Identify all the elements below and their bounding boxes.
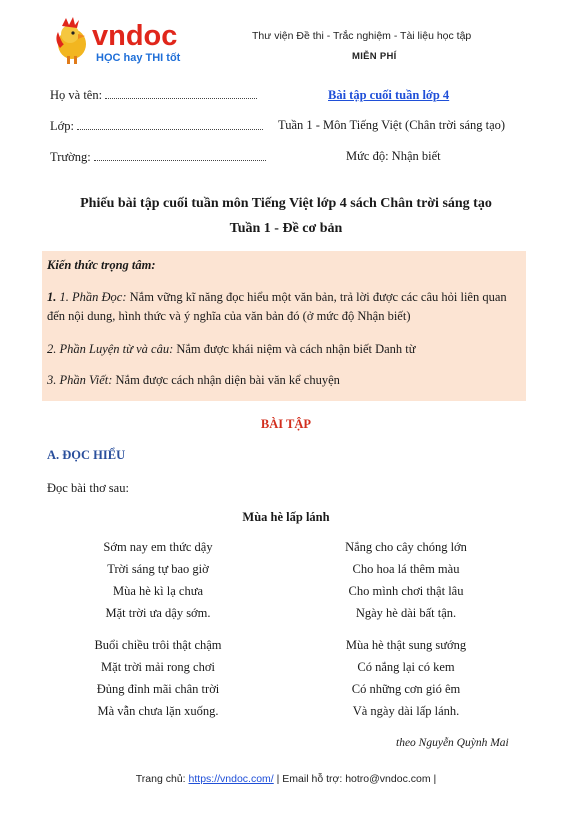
poem-stanza-2-right: [296, 638, 516, 726]
exercises-heading: BÀI TẬP: [260, 417, 312, 431]
footer-home-link[interactable]: https://vndoc.com/: [188, 773, 274, 785]
poem-line: Mặt trời ưa dậy sớm.: [105, 606, 211, 620]
knowledge-heading: Kiến thức trọng tâm:: [47, 258, 156, 272]
poem-line: Sớm nay em thức dậy: [103, 540, 213, 554]
school-label: Trường:: [50, 150, 91, 164]
poem-line: Mùa hè kì lạ chưa: [112, 584, 204, 598]
knowledge-item-1-text: Nắm vững kĩ năng đọc hiểu một văn bản, trả lời được các câu hỏi liên quan: [129, 290, 507, 304]
poem-stanza-1-right: [296, 540, 516, 628]
poem-line: Có nắng lại có kem: [357, 660, 455, 674]
page-subtitle: Tuần 1 - Đề cơ bản: [229, 221, 343, 236]
footer-support: | Email hỗ trợ: hotro@vndoc.com |: [276, 773, 437, 785]
knowledge-item-3-text: Nắm được cách nhận diện bài văn kể chuyện: [115, 373, 340, 387]
poem-line: Cho hoa lá thêm màu: [352, 562, 460, 576]
poem-line: Đủng đỉnh mãi chân trời: [96, 682, 220, 696]
poem-line: Mà vẫn chưa lặn xuống.: [97, 704, 219, 718]
knowledge-item-2: [47, 340, 523, 359]
knowledge-item-3: [47, 371, 523, 390]
name-blank: [105, 88, 257, 99]
poem-title: Mùa hè lấp lánh: [242, 510, 330, 524]
poem-line: Nắng cho cây chóng lớn: [345, 540, 467, 554]
knowledge-item-1-label: 1. Phần Đọc:: [59, 290, 127, 304]
free-label: MIỄN PHÍ: [352, 51, 397, 62]
poem-line: Buổi chiều trôi thật chậm: [94, 638, 222, 652]
knowledge-item-1: [47, 288, 523, 326]
page-title: Phiếu bài tập cuối tuần môn Tiếng Việt lớp 4 sách Chân trời sáng tạo: [80, 196, 492, 211]
knowledge-item-2-text: Nắm được khái niệm và cách nhận biết Danh từ: [176, 342, 416, 356]
footer-home-label: Trang chủ:: [135, 773, 186, 785]
poem-line: Cho mình chơi thật lâu: [348, 584, 464, 598]
exercise-title-text: Bài tập cuối tuần lớp 4: [328, 88, 450, 102]
vndoc-logo: [50, 14, 210, 66]
knowledge-item-1-text-cont: đến nội dung, hình thức và ý nghĩa của văn bản đó (ở mức độ Nhận biết): [47, 309, 411, 323]
knowledge-item-3-label: 3. Phần Viết:: [47, 373, 113, 387]
knowledge-item-1-number: 1.: [47, 290, 57, 304]
poem-author: theo Nguyễn Quỳnh Mai: [396, 737, 509, 749]
poem-line: Và ngày dài lấp lánh.: [352, 704, 460, 718]
knowledge-item-2-label: 2. Phần Luyện từ và câu:: [47, 342, 174, 356]
brand-name: vndoc: [92, 20, 178, 52]
poem-line: Mùa hè thật sung sướng: [345, 638, 467, 652]
poem-line: Mặt trời mải rong chơi: [101, 660, 215, 674]
subject-text: Tuần 1 - Môn Tiếng Việt (Chân trời sáng tạo): [278, 118, 506, 132]
class-blank: [77, 119, 263, 130]
level-text: Mức độ: Nhận biết: [346, 149, 441, 163]
name-field: [50, 88, 257, 103]
poem-line: Trời sáng tự bao giờ: [107, 562, 209, 576]
site-tagline: Thư viện Đề thi - Trắc nghiệm - Tài liệu học tập: [252, 30, 472, 42]
brand-slogan: HỌC hay THI tốt: [96, 52, 181, 64]
class-field: [50, 119, 263, 134]
poem-line: Có những cơn gió êm: [351, 682, 461, 696]
exercise-title: [328, 86, 449, 104]
school-field: [50, 150, 266, 165]
page-footer: [0, 773, 572, 785]
rooster-mascot-icon: [56, 17, 86, 64]
poem-stanza-1-left: [48, 540, 268, 628]
poem-line: Ngày hè dài bất tận.: [355, 606, 457, 620]
school-blank: [94, 150, 266, 161]
poem-stanza-2-left: [48, 638, 268, 726]
reading-instruction: Đọc bài thơ sau:: [47, 481, 129, 495]
name-label: Họ và tên:: [50, 88, 103, 102]
class-label: Lớp:: [50, 119, 74, 133]
section-a-heading: A. ĐỌC HIỂU: [47, 448, 126, 462]
